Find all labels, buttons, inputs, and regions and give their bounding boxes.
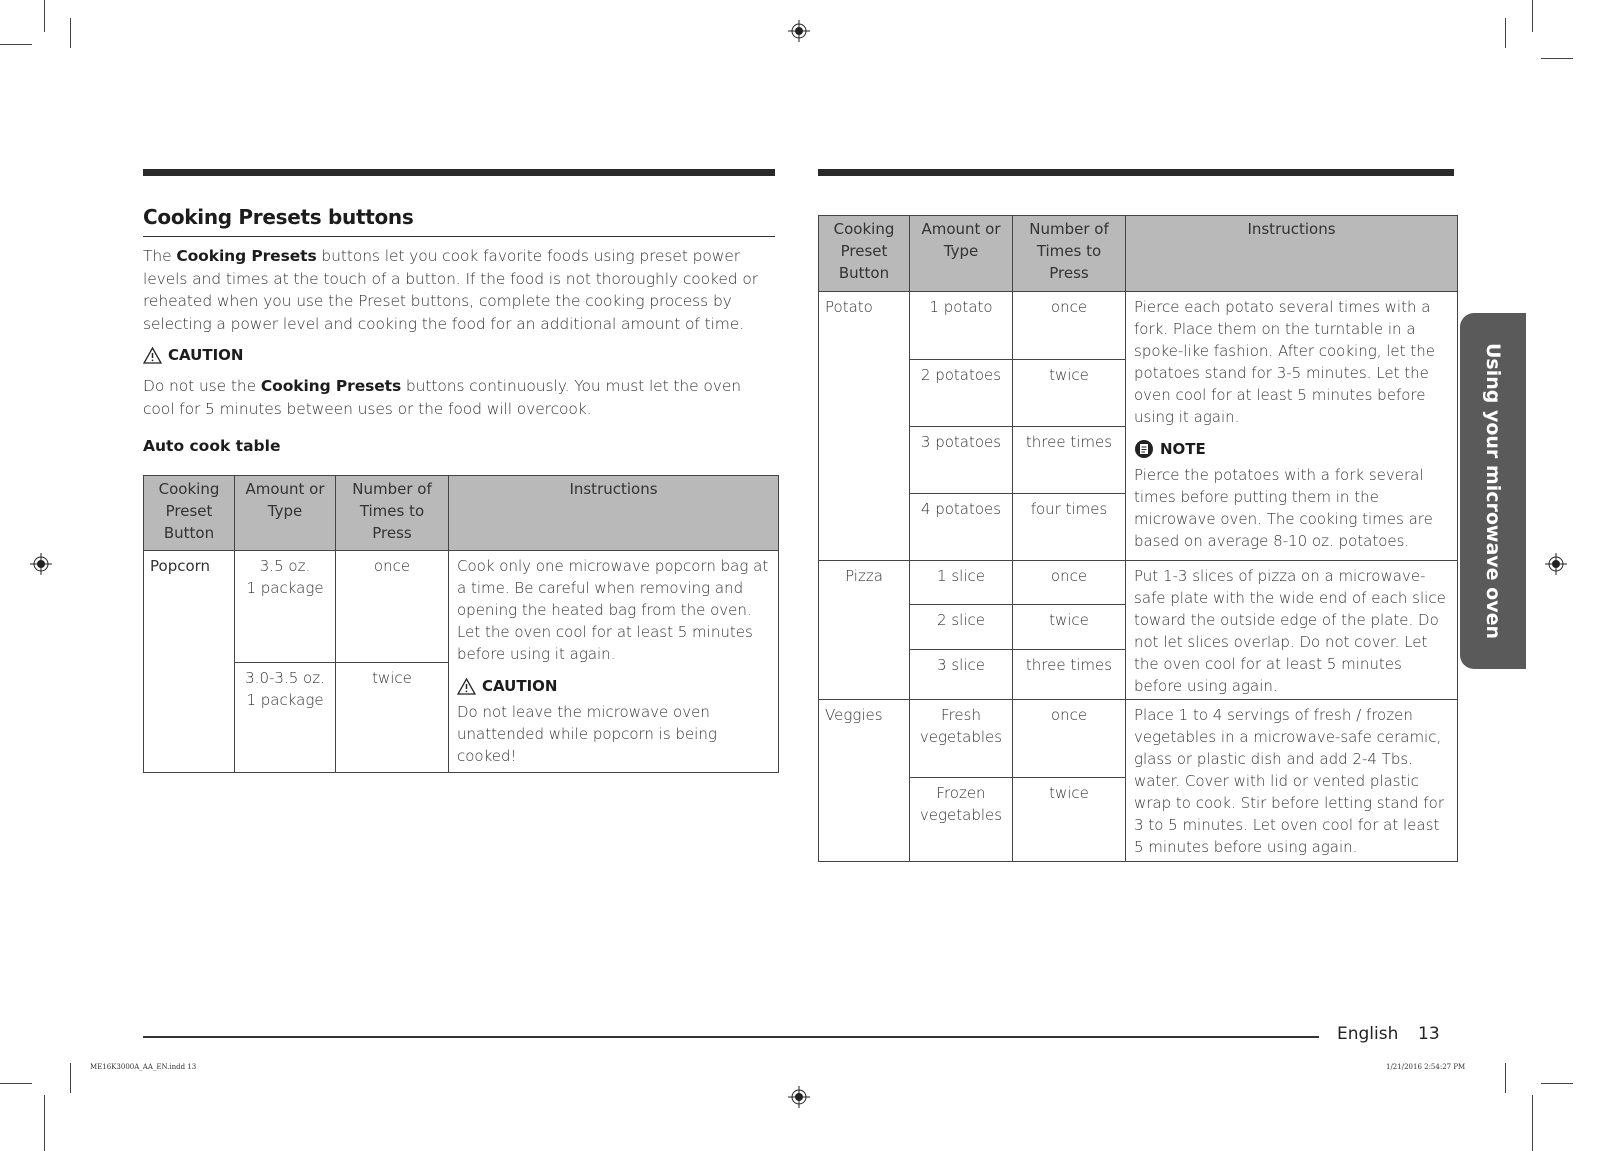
times-cell: three times — [1013, 650, 1126, 700]
header-rule-right — [818, 169, 1454, 176]
chapter-side-tab-label: Using your microwave oven — [1482, 342, 1504, 640]
header-number-of-times: Number of Times to Press — [1013, 216, 1126, 292]
section-title: Cooking Presets buttons — [143, 205, 775, 237]
preset-button-cell: Popcorn — [144, 551, 235, 773]
caution-bold-term: Cooking Presets — [260, 377, 402, 395]
crop-mark — [1541, 1083, 1573, 1084]
caution-label: CAUTION — [168, 346, 244, 364]
times-cell: three times — [1013, 427, 1126, 494]
note-icon — [1134, 439, 1154, 459]
amount-cell: Fresh vegetables — [910, 700, 1013, 778]
print-slug-timestamp: 1/21/2016 2:54:27 PM — [1386, 1063, 1466, 1071]
intro-bold-term: Cooking Presets — [176, 247, 317, 265]
header-amount-or-type: Amount or Type — [235, 476, 336, 551]
table-row — [144, 551, 779, 663]
header-instructions: Instructions — [1126, 216, 1458, 292]
crop-mark — [44, 0, 45, 32]
crop-mark — [1541, 58, 1573, 59]
header-amount-or-type: Amount or Type — [910, 216, 1013, 292]
crop-mark — [0, 44, 32, 45]
crop-mark — [44, 1095, 45, 1151]
registration-mark-icon — [788, 1086, 810, 1108]
registration-mark-icon — [788, 20, 810, 42]
caution-text-end: buttons continuously. You must let the oven cool for 5 minutes between uses or the food will overcook. — [143, 377, 742, 418]
header-number-of-times: Number of Times to Press — [336, 476, 449, 551]
times-cell: twice — [336, 663, 449, 773]
times-cell: twice — [1013, 605, 1126, 650]
auto-cook-table-heading: Auto cook table — [143, 437, 281, 455]
instructions-cell — [449, 551, 779, 773]
amount-cell: 1 potato — [910, 292, 1013, 360]
page-number: 13 — [1418, 1024, 1440, 1044]
amount-cell: 3.0-3.5 oz. 1 package — [235, 663, 336, 773]
table-row — [819, 700, 1458, 778]
print-slug-filename: ME16K3000A_AA_EN.indd 13 — [90, 1063, 197, 1071]
intro-text-end: buttons let you cook favorite foods using preset power levels and times at the touch of a button. If the food is not thoroughly cooked or reheated when you use the Preset buttons, complete the cooking process by selecting a power level and cooking the food for an additional amount of time. — [143, 247, 759, 333]
instructions-cell — [1126, 292, 1458, 561]
times-cell: twice — [1013, 360, 1126, 427]
amount-cell: 2 potatoes — [910, 360, 1013, 427]
warning-triangle-icon — [457, 678, 476, 695]
times-cell: twice — [1013, 778, 1126, 862]
header-cooking-preset-button: Cooking Preset Button — [819, 216, 910, 292]
warning-triangle-icon — [143, 347, 162, 364]
table-row — [819, 561, 1458, 605]
crop-mark — [0, 1083, 32, 1084]
intro-text-start: The — [143, 247, 177, 265]
times-cell: once — [1013, 292, 1126, 360]
caution-paragraph — [143, 375, 775, 420]
amount-cell: 3 slice — [910, 650, 1013, 700]
caution-text-start: Do not use the — [143, 377, 261, 395]
crop-mark — [1505, 18, 1506, 48]
crop-mark — [70, 1063, 71, 1093]
auto-cook-table-continued — [818, 215, 1458, 862]
registration-mark-icon — [30, 553, 52, 575]
intro-paragraph — [143, 245, 775, 335]
amount-cell: Frozen vegetables — [910, 778, 1013, 862]
preset-button-cell: Potato — [819, 292, 910, 561]
times-cell: once — [336, 551, 449, 663]
caution-heading — [457, 675, 770, 697]
crop-mark — [70, 18, 71, 48]
times-cell: once — [1013, 700, 1126, 778]
table-header-row — [144, 476, 779, 551]
header-instructions: Instructions — [449, 476, 779, 551]
footer-language: English — [1337, 1024, 1399, 1044]
crop-mark — [1532, 1095, 1533, 1151]
note-text: Pierce the potatoes with a fork several times before putting them in the microwave oven. The cooking times are based on average 8-10 oz. potatoes. — [1134, 466, 1433, 550]
times-cell: once — [1013, 561, 1126, 605]
header-cooking-preset-button: Cooking Preset Button — [144, 476, 235, 551]
instructions-cell: Put 1-3 slices of pizza on a microwave-safe plate with the wide end of each slice toward the outside edge of the plate. Do not let slices overlap. Do not cover. Let the oven cool for at least 5 minutes before using again. — [1126, 561, 1458, 700]
table-row — [819, 292, 1458, 360]
registration-mark-icon — [1545, 553, 1567, 575]
chapter-side-tab — [1460, 313, 1526, 669]
instructions-text: Cook only one microwave popcorn bag at a time. Be careful when removing and opening the heated bag from the oven. Let the oven cool for at least 5 minutes before using it again. — [457, 557, 769, 663]
header-rule-left — [143, 169, 775, 176]
amount-cell: 3.5 oz. 1 package — [235, 551, 336, 663]
amount-cell: 1 slice — [910, 561, 1013, 605]
times-cell: four times — [1013, 494, 1126, 561]
amount-cell: 2 slice — [910, 605, 1013, 650]
auto-cook-table-popcorn — [143, 475, 779, 773]
instructions-text: Pierce each potato several times with a fork. Place them on the turntable in a spoke-like fashion. After cooking, let the potatoes stand for 3-5 minutes. Let the oven cool for at least 5 minutes before using it again. — [1134, 298, 1435, 426]
crop-mark — [1505, 1063, 1506, 1093]
preset-button-cell: Veggies — [819, 700, 910, 862]
preset-button-cell: Pizza — [819, 561, 910, 700]
caution-text: Do not leave the microwave oven unattended while popcorn is being cooked! — [457, 703, 717, 765]
caution-label: CAUTION — [482, 677, 558, 695]
caution-heading — [143, 346, 243, 364]
note-label: NOTE — [1160, 440, 1206, 458]
amount-cell: 3 potatoes — [910, 427, 1013, 494]
table-header-row — [819, 216, 1458, 292]
amount-cell: 4 potatoes — [910, 494, 1013, 561]
instructions-cell: Place 1 to 4 servings of fresh / frozen vegetables in a microwave-safe ceramic, glass or plastic dish and add 2-4 Tbs. water. Cover with lid or vented plastic wrap to cook. Stir before letting stand for 3 to 5 minutes. Let oven cool for at least 5 minutes before using again. — [1126, 700, 1458, 862]
footer-rule — [143, 1036, 1319, 1038]
note-heading — [1134, 438, 1449, 460]
crop-mark — [1532, 0, 1533, 32]
